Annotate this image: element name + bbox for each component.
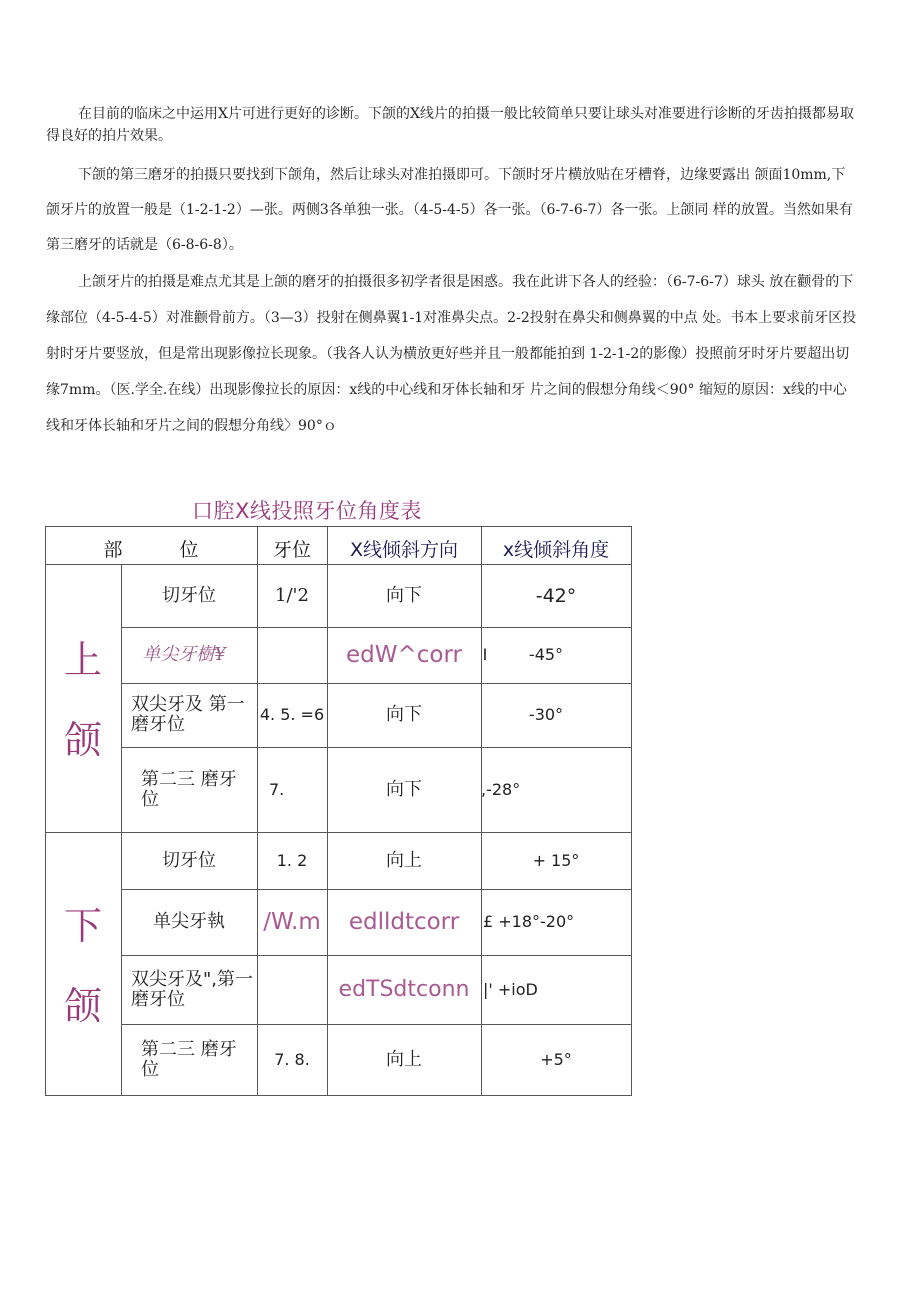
upper-row4-position: 第二三 磨牙位 xyxy=(141,768,237,810)
table-title: 口腔X线投照牙位角度表 xyxy=(192,499,422,523)
lower-jaw-label-1: 下 xyxy=(63,904,102,948)
lower-row3-direction: edTSdtconn xyxy=(338,976,470,1002)
upper-jaw-label-1: 上 xyxy=(63,638,102,682)
lower-row3-tooth xyxy=(257,955,327,1024)
upper-row2-angle: -45° xyxy=(528,645,564,664)
lower-row4-angle: +5° xyxy=(540,1049,572,1069)
lower-row1-direction: 向上 xyxy=(386,849,422,871)
upper-row2-tooth xyxy=(257,627,327,683)
header-direction: X线倾斜方向 xyxy=(349,539,459,561)
upper-row4-direction: 向下 xyxy=(386,778,422,800)
upper-row1-direction: 向下 xyxy=(386,584,422,606)
upper-row1-tooth: 1/'2 xyxy=(275,584,309,606)
lower-row3-position: 双尖牙及",第一磨牙位 xyxy=(131,968,254,1010)
lower-row2-direction: edlldtcorr xyxy=(348,909,460,935)
upper-row3-tooth: 4. 5. =6 xyxy=(259,705,325,724)
header-region: 部 位 xyxy=(103,539,199,561)
upper-row4-angle: ,-28° xyxy=(481,779,521,799)
upper-row2-position: 单尖牙樹¥ xyxy=(142,644,226,665)
upper-row3-angle: -30° xyxy=(528,705,564,724)
lower-row2-tooth: /W.m xyxy=(263,909,321,935)
paragraph-intro: 在目前的临床之中运用X片可进行更好的诊断。下颌的X线片的拍摄一般比较简单只要让球头对准要进行诊断的牙齿拍摄都易取得良好的拍片效果。 xyxy=(46,106,854,144)
paragraph-upper-jaw: 上颌牙片的拍摄是难点尤其是上颌的磨牙的拍摄很多初学者很是困惑。我在此讲下各人的经验：（6-7-6-7）球头 放在颧骨的下缘部位（4-5-4-5）对准颧骨前方。（3—3）投射在侧鼻翼1-1对准鼻尖点。2-2投射在鼻尖和侧鼻翼的中点 处。书本上要求前牙区投射时牙片要竖放，但是常出现影像拉长现象。（我各人认为横放更好些并且一般都能拍到 1-2-1-2的影像）投照前牙时牙片要超出切缘7mm。（医.学全.在线）出现影像拉长的原因：x线的中心线和牙体长轴和牙 片之间的假想分角线＜90° 缩短的原因：x线的中心线和牙体长轴和牙片之间的假想分角线〉90°ｏ xyxy=(46,274,857,434)
lower-row2-position: 单尖牙執 xyxy=(153,911,225,932)
lower-row3-angle: |' +ioD xyxy=(483,979,538,999)
upper-jaw-label-2: 颌 xyxy=(63,718,102,762)
lower-row4-tooth: 7. 8. xyxy=(274,1049,310,1069)
upper-row2-mark: I xyxy=(482,645,488,664)
paragraph-lower-jaw: 下颌的第三磨牙的拍摄只要找到下颌角，然后让球头对准拍摄即可。下颌时牙片横放贴在牙槽脊，边缘要露出 颌面10mm,下颌牙片的放置一般是（1-2-1-2）—张。两侧3各单独一张。（4-5-4-5）各一张。（6-7-6-7）各一张。上颌同 样的放置。当然如果有第三磨牙的话就是（6-8-6-8）。 xyxy=(46,167,853,253)
angle-table xyxy=(45,526,632,1096)
lower-row1-position: 切牙位 xyxy=(162,849,216,871)
lower-row2-angle: £ +18°-20° xyxy=(483,912,575,931)
header-angle: x线倾斜角度 xyxy=(502,539,610,561)
lower-jaw-label-2: 颌 xyxy=(63,984,102,1028)
upper-row1-position: 切牙位 xyxy=(162,584,216,606)
lower-row1-angle: + 15° xyxy=(532,850,580,870)
upper-row2-direction: edW^corr xyxy=(346,642,462,668)
lower-row1-tooth: 1. 2 xyxy=(276,850,308,870)
upper-row1-angle: -42° xyxy=(535,584,577,607)
upper-row3-position: 双尖牙及 第一磨牙位 xyxy=(131,694,245,735)
lower-row4-direction: 向上 xyxy=(386,1048,422,1070)
header-tooth: 牙位 xyxy=(272,539,311,561)
upper-row3-direction: 向下 xyxy=(386,704,422,725)
lower-row4-position: 第二三 磨牙位 xyxy=(141,1038,237,1080)
upper-row4-tooth: 7. xyxy=(269,779,285,799)
